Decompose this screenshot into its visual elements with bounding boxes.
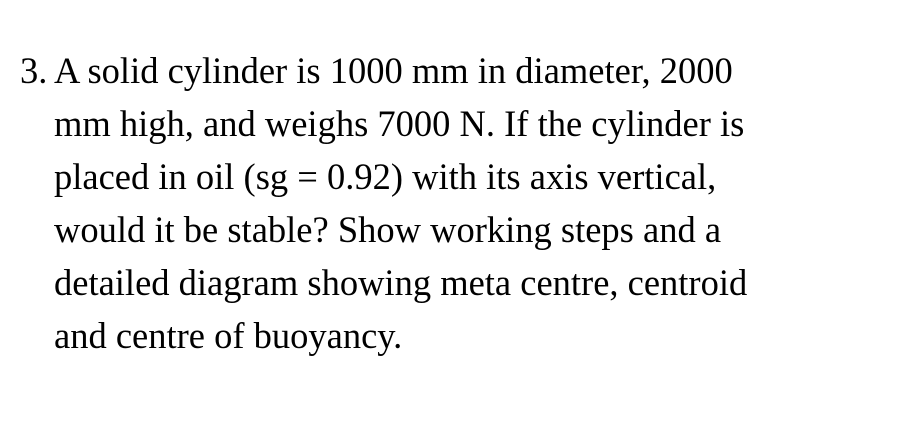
question-line-6: and centre of buoyancy. [54, 315, 403, 356]
question-number: 3. [20, 50, 48, 91]
question-line-3: placed in oil (sg = 0.92) with its axis vertical, [54, 156, 717, 197]
question-line-1: A solid cylinder is 1000 mm in diameter, 2000 [54, 50, 733, 91]
question-line-2: mm high, and weighs 7000 N. If the cylinder is [54, 103, 745, 144]
question-text [54, 44, 900, 362]
question-line-4: would it be stable? Show working steps and a [54, 209, 722, 250]
question-line-5: detailed diagram showing meta centre, centroid [54, 262, 748, 303]
question-block [20, 44, 900, 362]
